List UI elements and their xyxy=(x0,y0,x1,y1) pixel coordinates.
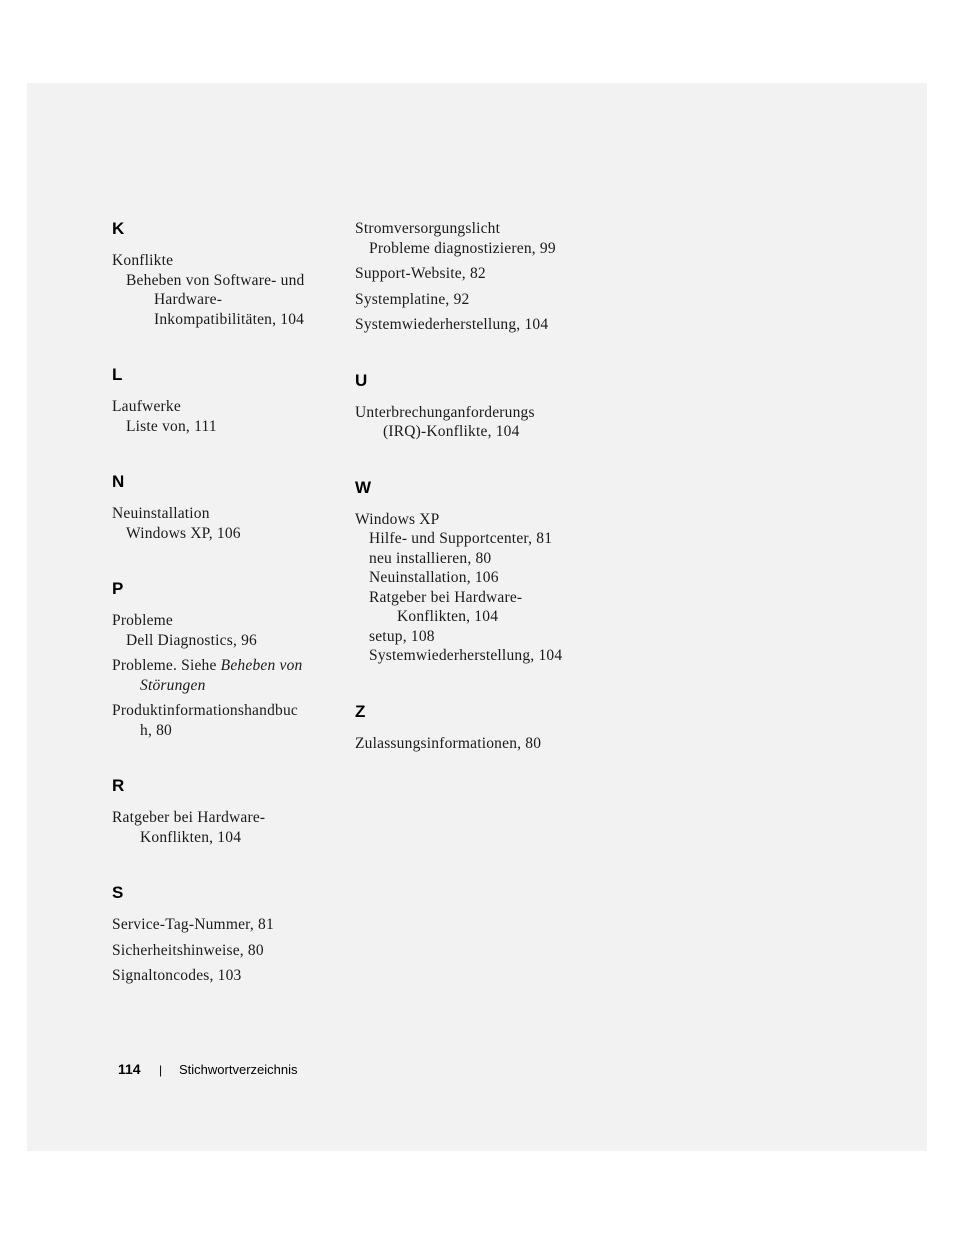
index-line xyxy=(355,264,605,284)
index-line xyxy=(355,627,605,647)
index-section xyxy=(355,478,605,666)
page-number: 114 xyxy=(118,1061,141,1077)
index-text: Unterbrechunganforderungs xyxy=(355,403,535,421)
section-letter: W xyxy=(355,477,372,497)
index-text: Laufwerke xyxy=(112,398,181,415)
index-section xyxy=(355,219,605,335)
index-cross-reference: Beheben von xyxy=(220,657,303,674)
index-entry xyxy=(112,397,342,436)
index-text: Systemwiederherstellung, 104 xyxy=(355,316,549,333)
index-entry xyxy=(112,941,342,961)
index-text: Hilfe- und Supportcenter, 81 xyxy=(369,530,553,547)
index-text: setup, 108 xyxy=(369,627,435,645)
index-entry xyxy=(112,915,342,935)
index-line xyxy=(112,656,342,676)
index-text: Probleme xyxy=(112,612,174,629)
index-text: Ratgeber bei Hardware- xyxy=(112,809,266,826)
index-text: Signaltoncodes, 103 xyxy=(112,967,242,984)
index-entry xyxy=(355,510,605,666)
index-section xyxy=(355,702,605,754)
index-line xyxy=(112,915,342,935)
index-text: Windows XP xyxy=(355,510,440,528)
index-text: Inkompatibilitäten, 104 xyxy=(154,310,305,328)
index-line xyxy=(355,588,605,608)
index-text: Probleme. Siehe xyxy=(112,657,221,674)
index-line xyxy=(112,701,342,721)
index-column-left xyxy=(112,219,342,1022)
index-entry xyxy=(355,264,605,284)
index-line xyxy=(355,568,605,588)
index-line xyxy=(355,290,605,310)
index-entry xyxy=(112,701,342,740)
index-entry xyxy=(112,808,342,847)
index-line xyxy=(112,631,342,651)
index-line xyxy=(112,310,342,330)
index-section xyxy=(355,371,605,442)
index-text: Zulassungsinformationen, 80 xyxy=(355,734,542,752)
section-letter: R xyxy=(112,776,125,795)
index-text: Windows XP, 106 xyxy=(126,524,241,542)
index-text: Konflikten, 104 xyxy=(140,828,242,846)
index-entry xyxy=(355,219,605,258)
section-letter: L xyxy=(112,365,123,384)
page-footer xyxy=(27,1061,927,1081)
index-line xyxy=(112,966,342,986)
index-line xyxy=(355,315,605,335)
index-line xyxy=(112,611,342,631)
index-line xyxy=(355,403,605,423)
footer-separator: | xyxy=(159,1063,163,1077)
index-text: Beheben von Software- und xyxy=(126,271,305,289)
section-letter: N xyxy=(112,472,125,491)
index-text: Probleme diagnostizieren, 99 xyxy=(369,239,556,257)
section-letter: P xyxy=(112,579,124,598)
index-section xyxy=(112,883,342,986)
index-column-right xyxy=(355,219,605,789)
index-line xyxy=(355,510,605,530)
index-text: Systemplatine, 92 xyxy=(355,290,470,308)
index-line xyxy=(112,808,342,828)
document-page xyxy=(27,83,927,1151)
index-text: Hardware- xyxy=(154,291,223,308)
index-line xyxy=(112,941,342,961)
index-line xyxy=(355,422,605,442)
index-line xyxy=(112,397,342,417)
index-section xyxy=(112,579,342,740)
index-section xyxy=(112,219,342,329)
index-text: Liste von, 111 xyxy=(126,417,217,435)
index-text: Support-Website, 82 xyxy=(355,265,486,282)
index-text: Neuinstallation, 106 xyxy=(369,569,499,586)
index-line xyxy=(112,721,342,741)
index-section xyxy=(112,776,342,847)
index-text: Konflikten, 104 xyxy=(397,608,499,625)
index-line xyxy=(355,646,605,666)
index-cross-reference: Störungen xyxy=(140,676,206,694)
index-entry xyxy=(355,734,605,754)
section-letter: U xyxy=(355,370,368,390)
index-line xyxy=(112,417,342,437)
index-entry xyxy=(355,403,605,442)
index-text: neu installieren, 80 xyxy=(369,549,492,567)
index-line xyxy=(355,607,605,627)
index-section xyxy=(112,365,342,436)
index-line xyxy=(355,549,605,569)
index-text: Konflikte xyxy=(112,252,174,269)
index-text: Dell Diagnostics, 96 xyxy=(126,631,257,649)
index-line xyxy=(112,524,342,544)
index-text: Systemwiederherstellung, 104 xyxy=(369,647,563,664)
index-text: h, 80 xyxy=(140,721,172,739)
index-entry xyxy=(355,315,605,335)
section-letter: K xyxy=(112,219,125,238)
index-entry xyxy=(355,290,605,310)
index-line xyxy=(112,828,342,848)
index-entry xyxy=(112,251,342,329)
index-text: (IRQ)-Konflikte, 104 xyxy=(383,423,520,440)
index-line xyxy=(355,239,605,259)
section-letter: S xyxy=(112,883,124,902)
index-line xyxy=(112,290,342,310)
index-line xyxy=(355,529,605,549)
footer-title: Stichwortverzeichnis xyxy=(179,1062,298,1077)
index-line xyxy=(112,676,342,696)
index-text: Produktinformationshandbuc xyxy=(112,702,299,719)
index-entry xyxy=(112,966,342,986)
index-entry xyxy=(112,611,342,650)
index-line xyxy=(112,271,342,291)
index-line xyxy=(355,219,605,239)
index-section xyxy=(112,472,342,543)
index-line xyxy=(112,251,342,271)
index-text: Sicherheitshinweise, 80 xyxy=(112,941,264,959)
index-line xyxy=(355,734,605,754)
index-text: Service-Tag-Nummer, 81 xyxy=(112,916,274,933)
index-text: Ratgeber bei Hardware- xyxy=(369,588,523,606)
index-line xyxy=(112,504,342,524)
index-entry xyxy=(112,656,342,695)
index-text: Neuinstallation xyxy=(112,505,210,522)
index-entry xyxy=(112,504,342,543)
section-letter: Z xyxy=(355,701,366,721)
index-text: Stromversorgungslicht xyxy=(355,220,501,237)
